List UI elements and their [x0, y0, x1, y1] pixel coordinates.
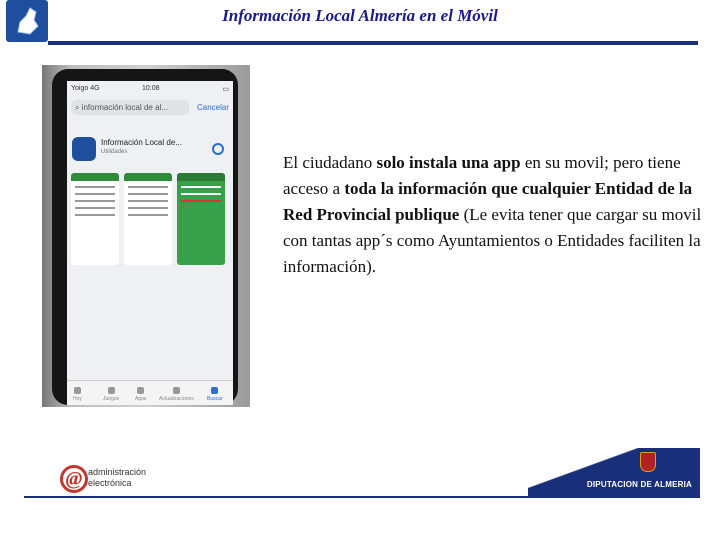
highlight-single-app: solo instala una app [376, 153, 521, 172]
app-screenshot-2 [124, 173, 172, 265]
header-divider [48, 41, 698, 45]
highlight-all-information: toda la información que cualquier Entidad de la Red Provincial publique [283, 179, 693, 224]
cancel-link: Cancelar [197, 103, 230, 112]
phone-photo [42, 65, 250, 407]
phone-device [52, 69, 238, 405]
at-sign-icon: @ [60, 465, 88, 493]
diputacion-logo [528, 448, 700, 498]
tab-apps: Apps [135, 387, 146, 402]
description-paragraph: El ciudadano solo instala una app en su movil; pero tiene acceso a toda la información que cualquier Entidad de la Red Provincial publique (Le evita tener que cargar su movil con tantas app´s como Ayuntamientos o Entidades faciliten la información). [283, 153, 702, 276]
app-screenshot-1 [71, 173, 119, 265]
app-store-search-field [71, 100, 189, 115]
administracion-electronica-logo [60, 463, 180, 497]
status-carrier: Yoigo 4G [71, 85, 100, 92]
page-title: Información Local Almería en el Móvil [222, 6, 498, 25]
tab-search: Buscar [207, 387, 223, 402]
battery-icon: ▭ [222, 86, 229, 93]
app-store-tab-bar [67, 380, 233, 405]
footer-divider [24, 496, 699, 498]
tab-today: Hoy [73, 387, 82, 402]
phone-screen [67, 81, 233, 405]
search-text: información local de al... [81, 103, 168, 112]
tab-games: Juegos [103, 387, 119, 402]
app-category: Utilidades [101, 149, 128, 155]
logo-line-2: electrónica [88, 478, 132, 488]
app-icon [72, 137, 96, 161]
app-name: Información Local de... [101, 138, 182, 147]
coat-of-arms-icon [640, 452, 656, 472]
app-screenshot-3 [177, 173, 225, 265]
download-icon [212, 143, 224, 155]
status-time: 10:08 [142, 85, 160, 92]
tab-updates: Actualizaciones [159, 387, 194, 402]
diputacion-label: DIPUTACION DE ALMERIA [586, 480, 692, 489]
logo-line-1: administración [88, 467, 147, 477]
search-icon: ⌕ [75, 103, 82, 112]
